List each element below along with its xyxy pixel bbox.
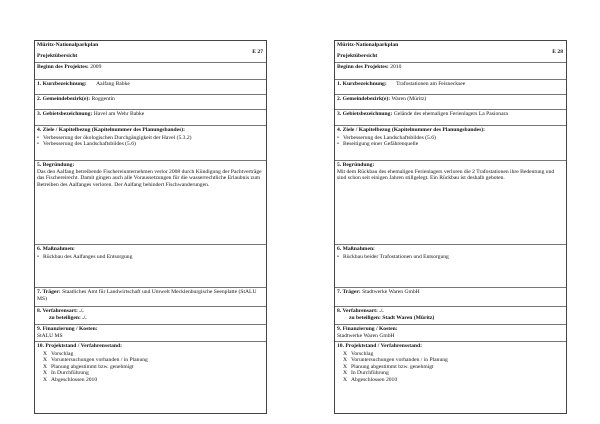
field-label: 9. Finanzierung / Kosten: — [337, 326, 398, 332]
project-code: E 28 — [552, 49, 563, 55]
field-label: 2. Gemeindebezirk(e): — [337, 96, 391, 102]
list-item: • Verbesserung des Landschaftsbildes (5.6) — [337, 135, 564, 142]
field-projektstand — [335, 342, 566, 413]
status-mark: X — [43, 363, 48, 370]
field-begruendung — [335, 161, 566, 245]
field-value: Staatliches Amt für Landwirtschaft und Umwelt Mecklenburgische Seenplatte (StALU MS) — [37, 289, 257, 302]
field-value: Trafostationen am Feisnecksee — [396, 81, 466, 87]
status-mark: X — [43, 350, 48, 357]
status-item — [337, 370, 564, 377]
status-text: Planung abgestimmt bzw. genehmigt — [51, 363, 134, 370]
sheet-title: Müritz-Nationalparkplan — [337, 42, 399, 48]
status-text: Voruntersuchungen vorhanden / in Planung — [51, 357, 148, 364]
status-mark: X — [43, 357, 48, 364]
project-code: E 27 — [252, 49, 263, 55]
field-ziele — [35, 126, 266, 161]
field-label: 5. Begründung: — [37, 162, 75, 168]
begin-row — [35, 63, 266, 80]
field-label: 10. Projektstand / Verfahrensstand: — [37, 343, 122, 349]
field-label: 10. Projektstand / Verfahrensstand: — [337, 343, 422, 349]
field-sub: zu beteiligen: Stadt Waren (Müritz) — [349, 314, 435, 321]
field-label: 7. Träger: — [37, 289, 61, 295]
project-sheet-e28 — [334, 40, 567, 414]
field-value: Stadtwerke Waren GmbH — [362, 289, 420, 295]
list-item: • Rückbau des Aalfanges und Entsorgung — [37, 254, 264, 261]
list-item: • Verbesserung des Landschaftsbildes (5.6) — [37, 141, 264, 148]
field-label: 9. Finanzierung / Kosten: — [37, 326, 98, 332]
status-mark: X — [343, 376, 348, 383]
field-label: 4. Ziele / Kapitelbezug (Kapitelnummer des Planungsbandes): — [37, 127, 185, 133]
field-gemeindebezirk — [35, 95, 266, 110]
list-item: • Verbesserung der ökologischen Durchgängigkeit der Havel (5.3.2) — [37, 135, 264, 142]
field-begruendung — [35, 161, 266, 245]
field-finanzierung — [35, 325, 266, 342]
status-item — [37, 357, 264, 364]
sheet-title: Müritz-Nationalparkplan — [37, 42, 99, 48]
sheet-subtitle: Projektübersicht — [337, 52, 378, 59]
status-mark: X — [43, 376, 48, 383]
begin-row — [335, 63, 566, 80]
field-massnahmen — [35, 245, 266, 288]
field-ziele — [335, 126, 566, 161]
status-mark: X — [43, 370, 48, 377]
field-value: Stadtwerke Waren GmbH — [337, 332, 395, 339]
field-verfahrensart — [35, 307, 266, 325]
field-label: 7. Träger: — [337, 289, 361, 295]
status-mark: X — [343, 350, 348, 357]
status-item — [37, 377, 264, 384]
begin-value: 2009 — [90, 64, 102, 70]
field-value: Waren (Müritz) — [391, 96, 427, 102]
begin-value: 2010 — [390, 64, 402, 70]
field-label: 3. Gebietsbezeichnung: — [337, 111, 393, 117]
field-massnahmen — [335, 245, 566, 288]
sheet-header — [335, 41, 566, 63]
status-text: In Durchführung — [351, 370, 389, 377]
field-label: 6. Maßnahmen: — [337, 246, 375, 252]
sheet-subtitle: Projektübersicht — [37, 52, 78, 59]
field-label: 6. Maßnahmen: — [37, 246, 75, 252]
status-text: Vorschlag — [51, 350, 74, 357]
field-kurzbezeichnung — [335, 80, 566, 95]
status-item — [337, 357, 564, 364]
field-value: Aalfang Babke — [96, 81, 130, 87]
field-label: 3. Gebietsbezeichnung: — [37, 111, 93, 117]
field-finanzierung — [335, 325, 566, 342]
field-value: Havel am Wehr Babke — [93, 111, 145, 117]
field-traeger — [35, 288, 266, 307]
status-text: Abgeschlossen 2010 — [51, 376, 98, 383]
list-item: • Rückbau beider Trafostationen und Entsorgung — [337, 254, 564, 261]
field-kurzbezeichnung — [35, 80, 266, 95]
field-label: 1. Kurzbezeichnung: — [337, 81, 387, 87]
field-text: Mit dem Rückbau des ehemaligen Ferienlagers verloren die 2 Trafostationen ihre Bedeutung und sind schon seit einigen Jahren stillgelegt. Ein Rückbau ist deshalb geboten. — [337, 168, 555, 182]
field-text: Das den Aalfang betreibende Fischereiunternehmen verlor 2008 durch Kündigung der Pachtverträge das Fischereirecht. Damit gingen auch alle Voraussetzungen für die wasserrechtliche Erlaubnis zum Betreiben des Aalfanges verloren. Der Aalfang behindert Fischwanderungen. — [37, 168, 262, 188]
status-text: Abgeschlossen 2010 — [351, 376, 398, 383]
status-text: Vorschlag — [351, 350, 374, 357]
status-mark: X — [343, 357, 348, 364]
status-mark: X — [343, 363, 348, 370]
list-item: • Beseitigung einer Gefährenquelle — [337, 141, 564, 148]
status-item — [337, 351, 564, 358]
status-item — [37, 351, 264, 358]
status-mark: X — [343, 370, 348, 377]
field-value: StALU MS — [37, 332, 63, 339]
field-value: Gelände des ehemaligen Ferienlagers La Pasionara — [393, 111, 508, 117]
field-label: 4. Ziele / Kapitelbezug (Kapitelnummer des Planungsbandes): — [337, 127, 485, 133]
status-text: Voruntersuchungen vorhanden / in Planung — [351, 357, 448, 364]
field-label: 1. Kurzbezeichnung: — [37, 81, 87, 87]
field-sub: zu beteiligen: ./. — [49, 314, 87, 321]
status-text: In Durchführung — [51, 370, 89, 377]
field-label: 2. Gemeindebezirk(e): — [37, 96, 91, 102]
field-projektstand — [35, 342, 266, 413]
field-label: 5. Begründung: — [337, 162, 375, 168]
begin-label: Beginn des Projektes: — [37, 64, 89, 70]
field-gebietsbezeichnung — [35, 110, 266, 126]
status-item — [37, 370, 264, 377]
field-traeger — [335, 288, 566, 307]
field-label: 8. Verfahrensart: ./. — [37, 308, 84, 314]
field-value: Roggentin — [91, 96, 115, 102]
status-item — [337, 377, 564, 384]
status-text: Planung abgestimmt bzw. genehmigt — [351, 363, 434, 370]
project-sheet-e27 — [34, 40, 267, 414]
field-label: 8. Verfahrensart: ./. — [337, 308, 384, 314]
field-gemeindebezirk — [335, 95, 566, 110]
sheet-header — [35, 41, 266, 63]
field-verfahrensart — [335, 307, 566, 325]
begin-label: Beginn des Projektes: — [337, 64, 389, 70]
field-gebietsbezeichnung — [335, 110, 566, 126]
